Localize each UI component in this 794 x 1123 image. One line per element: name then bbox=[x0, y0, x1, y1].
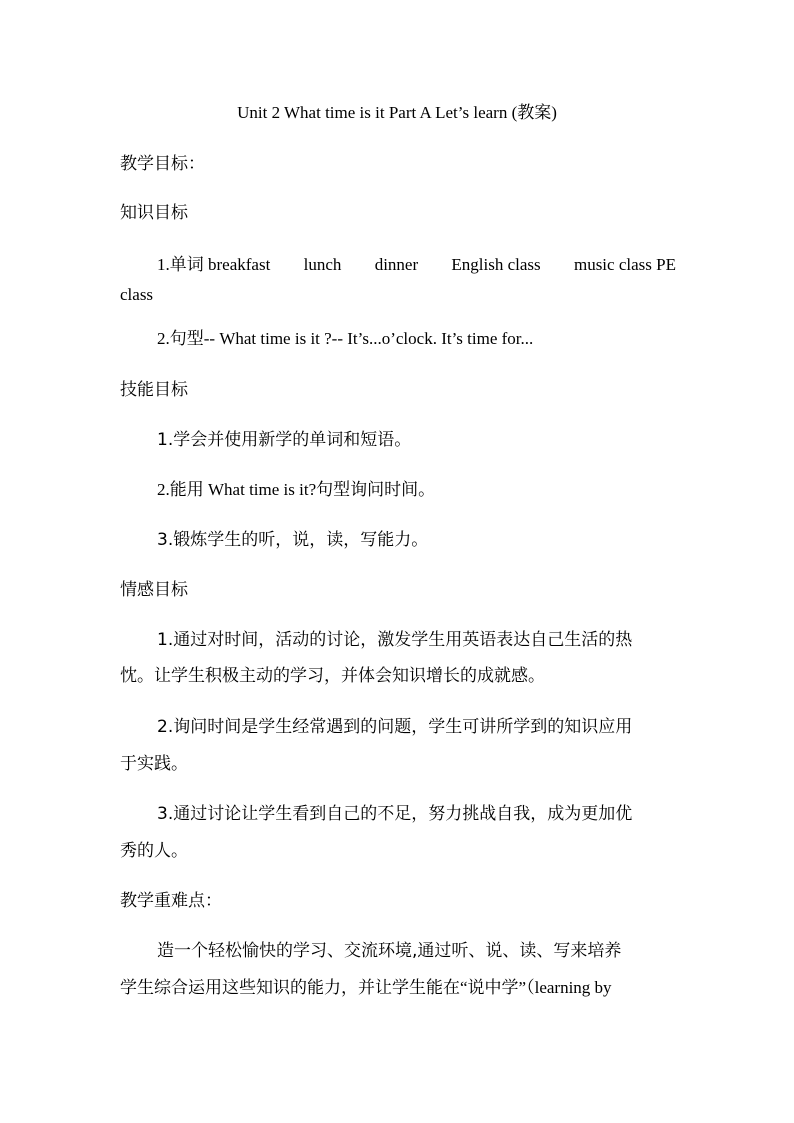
vocabulary-item: lunch bbox=[303, 255, 342, 274]
vocabulary-line-1 bbox=[157, 253, 676, 277]
vocabulary-line-2: class bbox=[120, 285, 154, 304]
vocabulary-item: music class PE bbox=[573, 255, 676, 274]
emotion-goal-3-line-1: 3.通过讨论让学生看到自己的不足，努力挑战自我，成为更加优 bbox=[157, 804, 633, 824]
vocabulary-item: dinner bbox=[374, 255, 419, 274]
teaching-goals-heading: 教学目标： bbox=[120, 154, 205, 174]
emotion-goal-2-line-1: 2.询问时间是学生经常遇到的问题，学生可讲所学到的知识应用 bbox=[157, 717, 633, 737]
skill-goals-heading: 技能目标 bbox=[120, 380, 188, 400]
key-points-heading: 教学重难点： bbox=[120, 891, 222, 911]
document-title: Unit 2 What time is it Part A Let’s learn (教案) bbox=[237, 103, 557, 122]
skill-goal-1: 1.学会并使用新学的单词和短语。 bbox=[157, 430, 412, 450]
key-points-line-2: 学生综合运用这些知识的能力，并让学生能在“说中学”（learning by bbox=[120, 978, 612, 997]
vocabulary-item: 1.单词 breakfast bbox=[157, 255, 271, 274]
sentence-pattern-line: 2.句型-- What time is it ?-- It’s...o’clock. It’s time for... bbox=[157, 329, 534, 348]
emotion-goal-2-line-2: 于实践。 bbox=[120, 754, 188, 774]
vocabulary-item: English class bbox=[451, 255, 541, 274]
emotion-goal-1-line-2: 忱。让学生积极主动的学习，并体会知识增长的成就感。 bbox=[120, 666, 545, 686]
key-points-line-1: 造一个轻松愉快的学习、交流环境,通过听、说、读、写来培养 bbox=[157, 941, 622, 961]
skill-goal-3: 3.锻炼学生的听，说，读，写能力。 bbox=[157, 530, 429, 550]
emotion-goal-1-line-1: 1.通过对时间，活动的讨论，激发学生用英语表达自己生活的热 bbox=[157, 630, 633, 650]
emotion-goal-3-line-2: 秀的人。 bbox=[120, 841, 188, 861]
emotion-goals-heading: 情感目标 bbox=[120, 580, 188, 600]
skill-goal-2: 2.能用 What time is it?句型询问时间。 bbox=[157, 480, 436, 499]
knowledge-goals-heading: 知识目标 bbox=[120, 203, 188, 223]
